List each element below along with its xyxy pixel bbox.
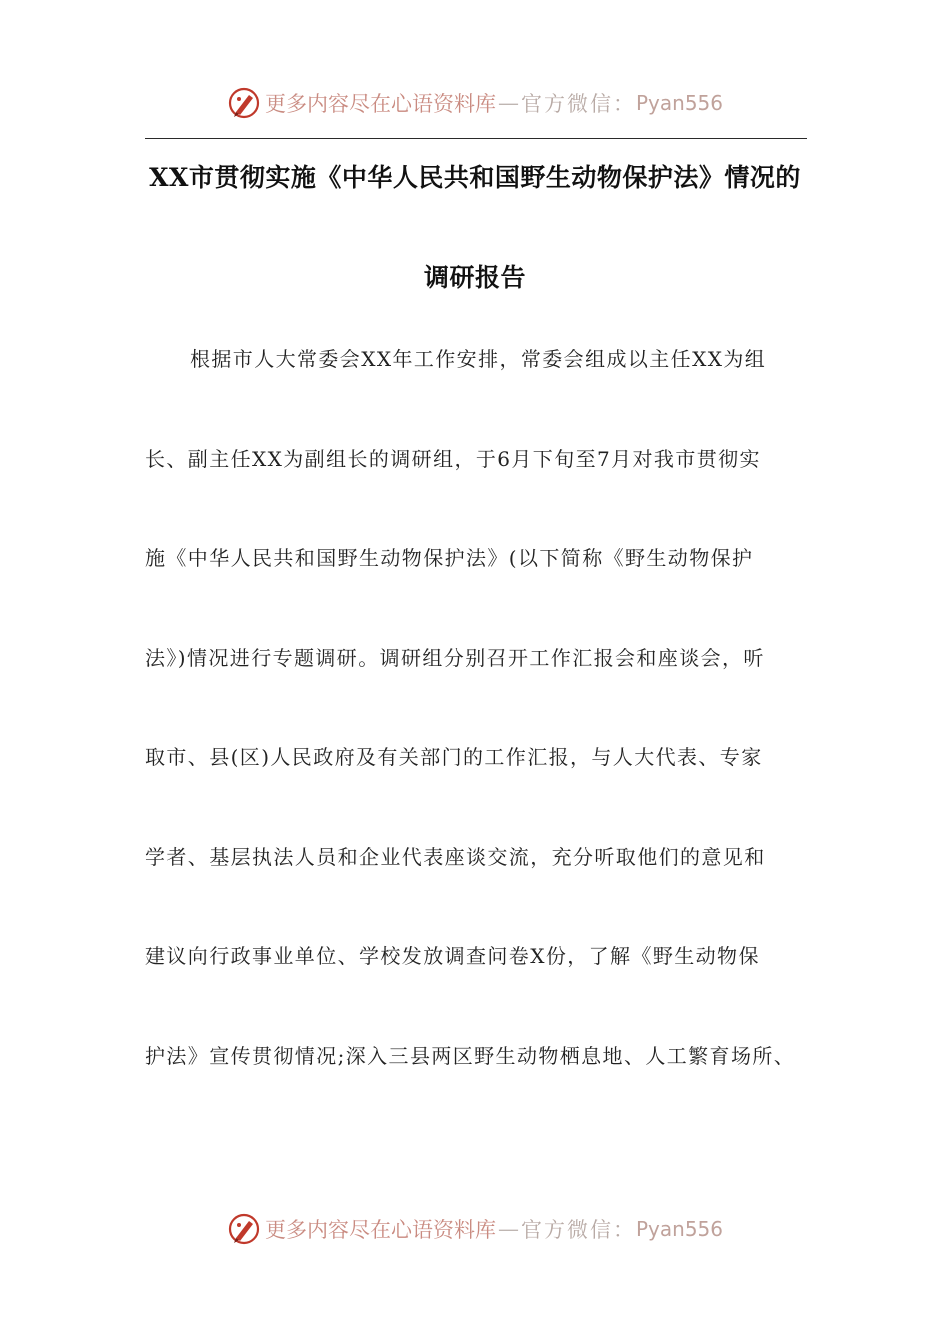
header-banner	[0, 78, 950, 128]
footer-wechat-label: 官方微信：	[520, 1218, 636, 1242]
body-line-8: 护法》宣传贯彻情况;深入三县两区野生动物栖息地、人工繁育场所、	[145, 1044, 796, 1068]
banner-wechat-label: 官方微信：	[520, 92, 636, 116]
footer-banner	[0, 1204, 950, 1254]
document-title-line1: XX市贯彻实施《中华人民共和国野生动物保护法》情况的	[149, 163, 801, 192]
footer-brand: 更多内容尽在心语资料库	[264, 1218, 496, 1242]
body-line-4: 法》)情况进行专题调研。调研组分别召开工作汇报会和座谈会，听	[145, 646, 765, 670]
pen-logo-icon	[227, 1212, 261, 1246]
body-line-6: 学者、基层执法人员和企业代表座谈交流，充分听取他们的意见和	[145, 845, 766, 869]
footer-separator: —	[497, 1217, 519, 1241]
body-line-5: 取市、县(区)人民政府及有关部门的工作汇报，与人大代表、专家	[145, 745, 763, 769]
footer-wechat-id: Pyan556	[635, 1217, 723, 1241]
body-line-7: 建议向行政事业单位、学校发放调查问卷X份，了解《野生动物保	[145, 944, 760, 968]
document-title-line2: 调研报告	[423, 263, 526, 292]
header-rule	[145, 138, 807, 139]
banner-wechat-id: Pyan556	[635, 91, 723, 115]
pen-logo-icon	[227, 86, 261, 120]
banner-separator: —	[497, 91, 519, 115]
banner-brand: 更多内容尽在心语资料库	[264, 92, 496, 116]
body-line-3: 施《中华人民共和国野生动物保护法》(以下简称《野生动物保护	[145, 546, 754, 570]
body-line-1: 根据市人大常委会XX年工作安排，常委会组成以主任XX为组	[190, 347, 767, 371]
body-line-2: 长、副主任XX为副组长的调研组，于6月下旬至7月对我市贯彻实	[145, 447, 761, 471]
